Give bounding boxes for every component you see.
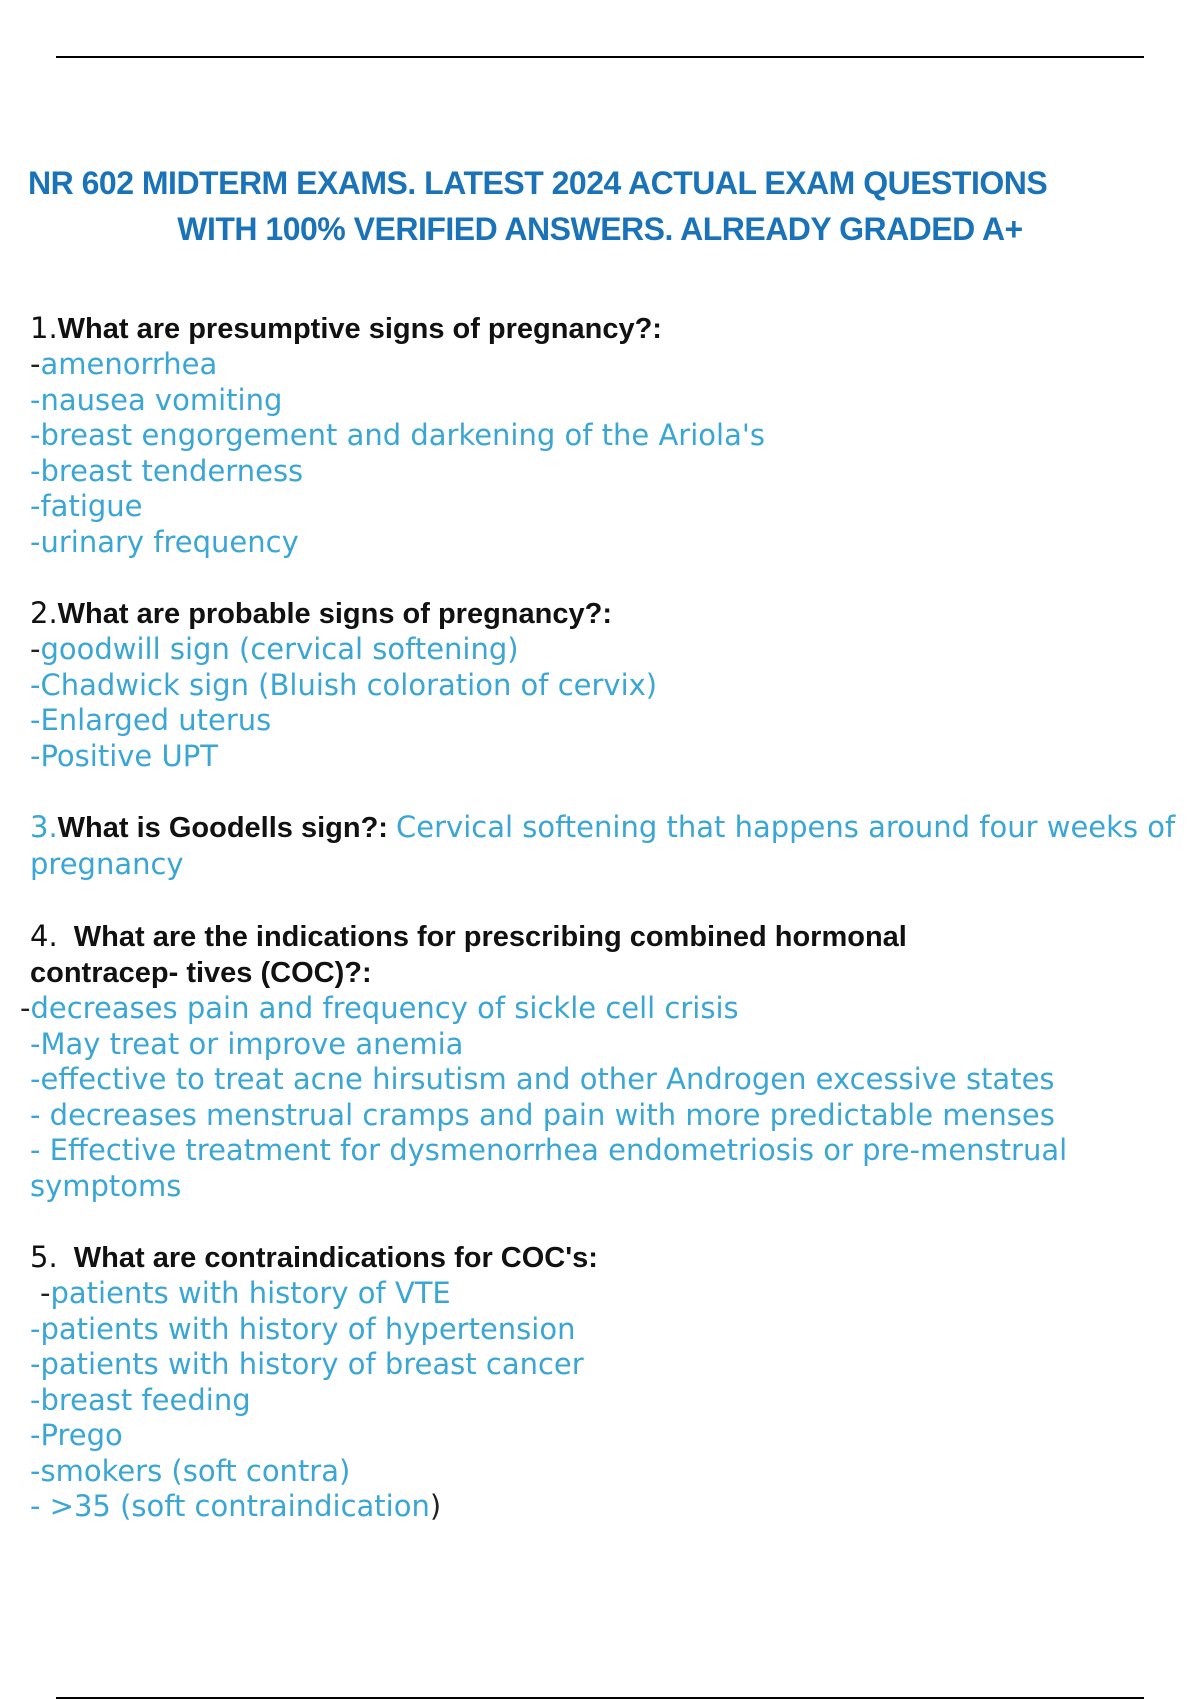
answer-line: -breast feeding [30,1382,251,1417]
question-3 [30,809,1190,883]
answer-line: -goodwill sign (cervical softening) [30,632,519,666]
answer-line: -patients with history of hypertension [30,1311,576,1346]
answer-line: -Prego [30,1418,123,1452]
question-number: 5. [30,1240,58,1274]
answer-line: - Effective treatment for dysmenorrhea endometriosis or pre-menstrual symptoms [30,1133,1068,1203]
question-text: What are the indications for prescribing combined hormonal contracep- tives (COC)?: [30,921,907,989]
question-heading [30,809,1190,883]
closing-paren: ) [429,1489,442,1523]
answer-line: -amenorrhea [30,347,218,381]
answer-line: -Enlarged uterus [30,703,272,737]
question-heading [30,595,1190,632]
question-text: What are contraindications for COC's: [73,1242,598,1274]
inline-answer: Cervical softening that happens around four weeks of pregnancy [30,810,1176,881]
document-title [0,160,1200,252]
answer-line: -smokers (soft contra) [30,1453,351,1488]
answer-line: -decreases pain and frequency of sickle cell crisis [20,991,739,1025]
title-line-2: WITH 100% VERIFIED ANSWERS. ALREADY GRADED A+ [177,211,1023,247]
answer-line: -Positive UPT [30,738,218,773]
answer-line: -breast engorgement and darkening of the Ariola's [30,418,765,452]
answer-line: -urinary frequency [30,524,299,559]
answer-text: patients with history of VTE [50,1276,451,1310]
question-number: 2. [30,596,58,630]
answer-text: decreases pain and frequency of sickle cell crisis [30,991,739,1025]
question-heading [30,918,1030,991]
question-number: 3. [30,810,58,844]
question-heading [30,1239,1190,1276]
question-text: What are probable signs of pregnancy?: [57,598,612,630]
title-line-1: NR 602 MIDTERM EXAMS. LATEST 2024 ACTUAL EXAM QUESTIONS [28,165,1048,201]
question-text: What are presumptive signs of pregnancy?: [57,313,662,345]
answer-line: -breast tenderness [30,453,304,488]
bottom-rule [56,1697,1144,1699]
question-4 [20,918,1190,1204]
question-number: 4. [30,919,58,953]
question-number: 1. [30,311,58,345]
question-text: What is Goodells sign?: [57,812,388,844]
top-rule [56,56,1144,58]
answer-line: -May treat or improve anemia [30,1026,464,1061]
answer-line: -nausea vomiting [30,382,283,417]
answer-line: -patients with history of VTE [40,1276,451,1310]
answer-line: -Chadwick sign (Bluish coloration of cervix) [30,667,658,702]
answer-line: -patients with history of breast cancer [30,1347,584,1381]
answer-line: - decreases menstrual cramps and pain with more predictable menses [30,1097,1055,1132]
question-list [20,310,1190,1560]
answer-line [30,1489,1190,1525]
question-1 [30,310,1190,560]
question-5 [30,1239,1190,1525]
answer-text: goodwill sign (cervical softening) [40,632,519,666]
question-2 [30,595,1190,774]
answer-line: -fatigue [30,489,143,523]
answer-line: -effective to treat acne hirsutism and other Androgen excessive states [30,1062,1055,1096]
answer-text: - >35 (soft contraindication [30,1489,430,1523]
answer-text: amenorrhea [40,347,218,381]
question-heading [30,310,1190,347]
